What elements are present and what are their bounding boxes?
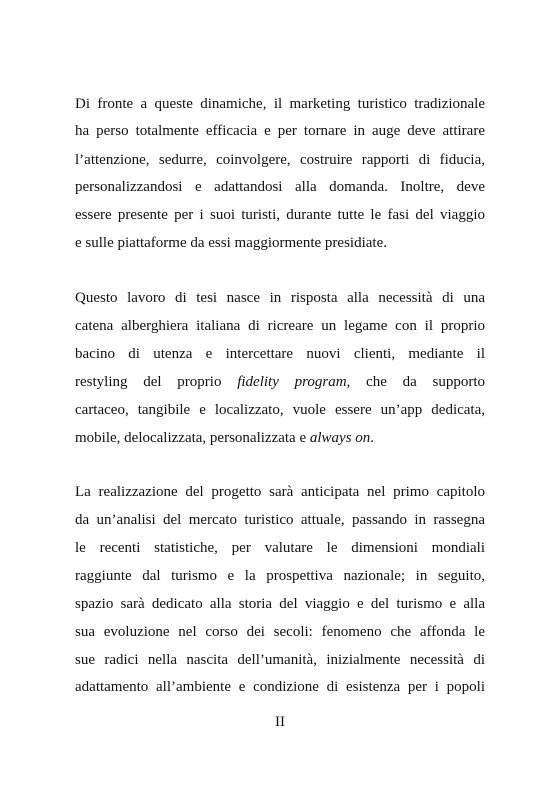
- text-line: La realizzazione del progetto sarà anticipata nel primo capitolo: [75, 484, 485, 500]
- text-line: cartaceo, tangibile e localizzato, vuole essere un’app dedicata,: [75, 402, 485, 418]
- text-line: bacino di utenza e intercettare nuovi clienti, mediante il: [75, 346, 485, 362]
- text-line: raggiunte dal turismo e la prospettiva nazionale; in seguito,: [75, 568, 485, 584]
- text-line: catena alberghiera italiana di ricreare un legame con il proprio: [75, 318, 485, 334]
- text-line-with-emphasis: [75, 372, 485, 392]
- text-line: essere presente per i suoi turisti, durante tutte le fasi del viaggio: [75, 207, 485, 223]
- text-line: ha perso totalmente efficacia e per tornare in auge deve attirare: [75, 123, 485, 139]
- text-line: personalizzandosi e adattandosi alla domanda. Inoltre, deve: [75, 179, 485, 195]
- text-line: Questo lavoro di tesi nasce in risposta alla necessità di una: [75, 290, 485, 306]
- text-segment: mobile, delocalizzata, personalizzata e: [75, 430, 310, 446]
- text-line: adattamento all’ambiente e condizione di esistenza per i popoli: [75, 679, 485, 695]
- text-line: spazio sarà dedicato alla storia del viaggio e del turismo e alla: [75, 596, 485, 612]
- text-segment: .: [370, 430, 375, 446]
- text-line: da un’analisi del mercato turistico attuale, passando in rassegna: [75, 512, 485, 528]
- text-segment: che da supporto: [350, 374, 485, 390]
- emphasis-always-on: always on: [309, 430, 371, 446]
- text-segment: restyling del proprio: [75, 374, 238, 390]
- text-line: l’attenzione, sedurre, coinvolgere, costruire rapporti di fiducia,: [75, 152, 485, 168]
- emphasis-fidelity-program: fidelity program,: [237, 374, 351, 390]
- text-line: Di fronte a queste dinamiche, il marketing turistico tradizionale: [75, 96, 485, 112]
- page-number: II: [275, 714, 285, 730]
- text-line-with-emphasis: [75, 428, 485, 448]
- text-line: sua evoluzione nel corso dei secoli: fenomeno che affonda le: [75, 624, 485, 640]
- text-line: e sulle piattaforme da essi maggiormente presidiate.: [75, 235, 387, 251]
- text-line: le recenti statistiche, per valutare le dimensioni mondiali: [75, 540, 485, 556]
- text-line: sue radici nella nascita dell’umanità, inizialmente necessità di: [75, 652, 485, 668]
